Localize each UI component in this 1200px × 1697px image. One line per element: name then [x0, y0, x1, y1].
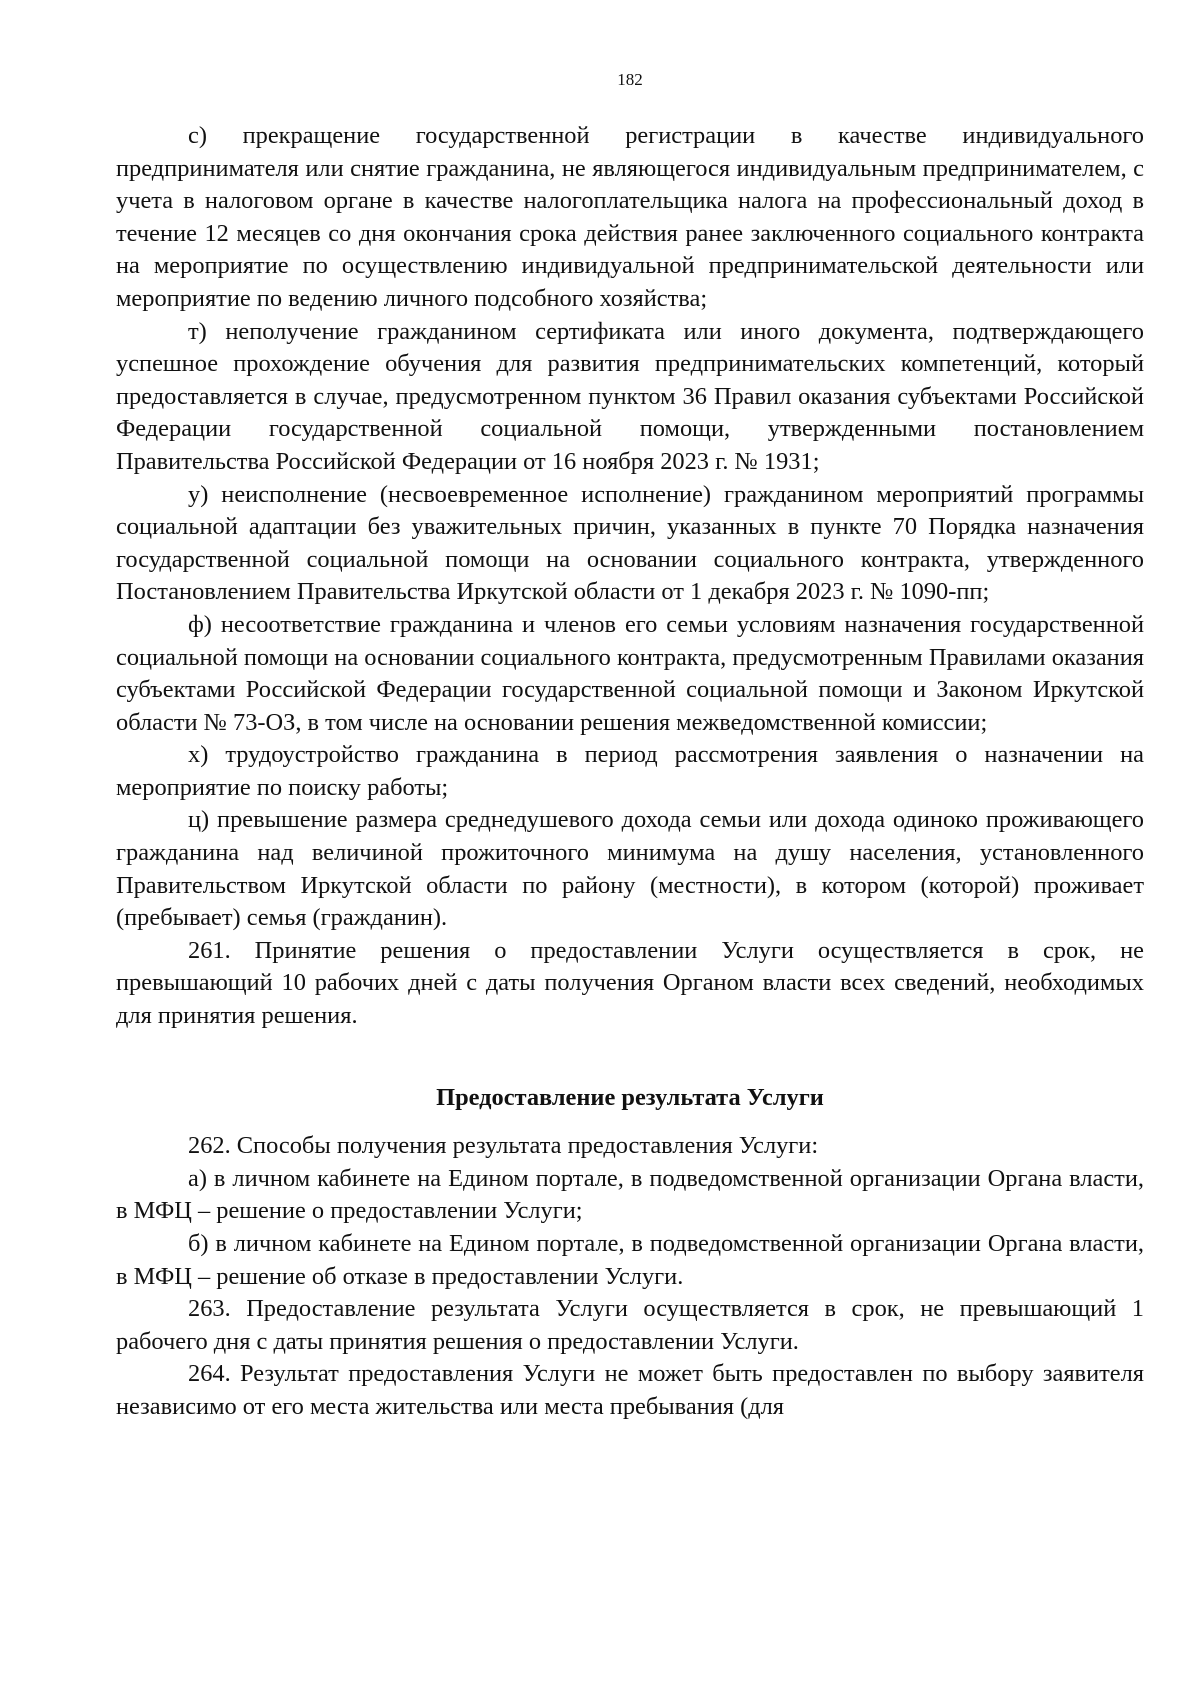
paragraph-ts: ц) превышение размера среднедушевого дохода семьи или дохода одиноко проживающего гражданина над величиной прожиточного минимума на душу населения, установленного Правительством Иркутской области по району (местности), в котором (которой) проживает (пребывает) семья (гражданин). — [116, 806, 1144, 932]
paragraph-h: х) трудоустройство гражданина в период рассмотрения заявления о назначении на мероприятие по поиску работы; — [116, 741, 1144, 801]
paragraph-261: 261. Принятие решения о предоставлении Услуги осуществляется в срок, не превышающий 10 рабочих дней с даты получения Органом власти всех сведений, необходимых для принятия решения. — [116, 936, 1144, 1030]
paragraph-u: у) неисполнение (несвоевременное исполнение) гражданином мероприятий программы социальной адаптации без уважительных причин, указанных в пункте 70 Порядка назначения государственной социальной помощи на основании социального контракта, утвержденного Постановлением Правительства Иркутской области от 1 декабря 2023 г. № 1090-пп; — [116, 480, 1144, 606]
paragraph-264: 264. Результат предоставления Услуги не может быть предоставлен по выбору заявителя независимо от его места жительства или места пребывания (для — [116, 1360, 1144, 1420]
spacer — [116, 1114, 1144, 1130]
paragraph-t: т) неполучение гражданином сертификата или иного документа, подтверждающего успешное прохождение обучения для развития предпринимательских компетенций, который предоставляется в случае, предусмотренном пунктом 36 Правил оказания субъектами Российской Федерации государственной социальной помощи, утвержденными постановлением Правительства Российской Федерации от 16 ноября 2023 г. № 1931; — [116, 317, 1144, 475]
paragraph-f: ф) несоответствие гражданина и членов его семьи условиям назначения государственной социальной помощи на основании социального контракта, предусмотренным Правилами оказания субъектами Российской Федерации государственной социальной помощи и Законом Иркутской области № 73-ОЗ, в том числе на основании решения межведомственной комиссии; — [116, 610, 1144, 736]
paragraph-263: 263. Предоставление результата Услуги осуществляется в срок, не превышающий 1 рабочего дня с даты принятия решения о предоставлении Услуги. — [116, 1295, 1144, 1355]
document-body — [116, 120, 1144, 1424]
section-heading: Предоставление результата Услуги — [436, 1083, 824, 1111]
spacer — [116, 1033, 1144, 1082]
paragraph-262-b: б) в личном кабинете на Едином портале, в подведомственной организации Органа власти, в МФЦ – решение об отказе в предоставлении Услуги. — [116, 1230, 1144, 1290]
page-number: 182 — [617, 70, 643, 89]
paragraph-262-a: а) в личном кабинете на Едином портале, в подведомственной организации Органа власти, в МФЦ – решение о предоставлении Услуги; — [116, 1164, 1144, 1225]
paragraph-262: 262. Способы получения результата предоставления Услуги: — [188, 1132, 819, 1160]
paragraph-s: с) прекращение государственной регистрации в качестве индивидуального предпринимателя или снятие гражданина, не являющегося индивидуальным предпринимателем, с учета в налоговом органе в качестве налогоплательщика налога на профессиональный доход в течение 12 месяцев со дня окончания срока действия ранее заключенного социального контракта на мероприятие по осуществлению индивидуальной предпринимательской деятельности или мероприятие по ведению личного подсобного хозяйства; — [116, 122, 1144, 312]
